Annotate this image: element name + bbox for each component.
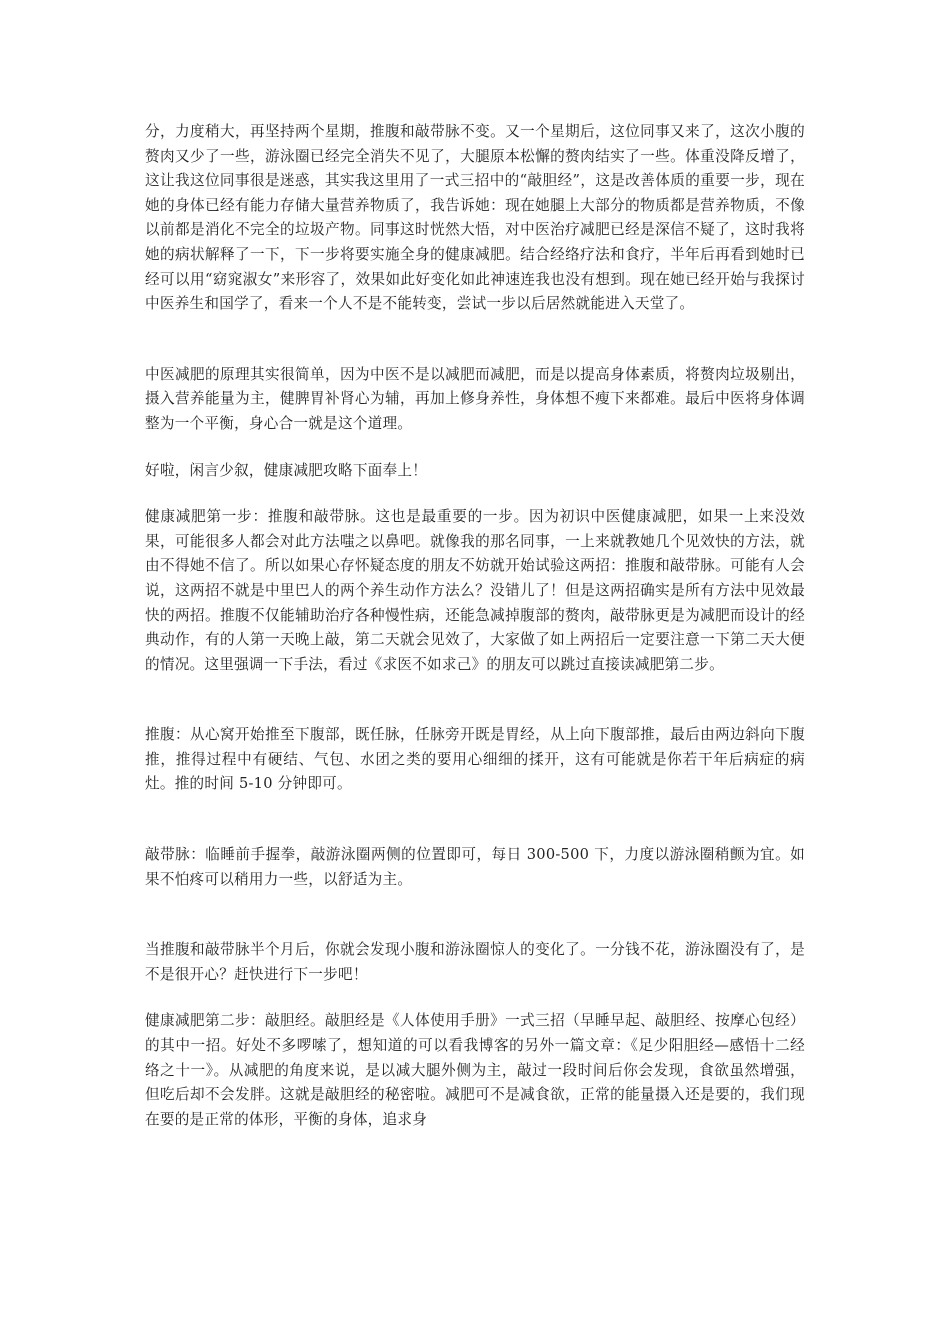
spacer [145, 317, 805, 363]
paragraph-step-two: 健康减肥第二步：敲胆经。敲胆经是《人体使用手册》一式三招（早睡早起、敲胆经、按摩心包经）的其中一招。好处不多啰嗦了，想知道的可以看我博客的另外一篇文章：《足少阳胆经—感悟十二经络之十一》。从减肥的角度来说，是以减大腿外侧为主，敲过一段时间后你会发现，食欲虽然增强，但吃后却不会发胖。这就是敲胆经的秘密啦。减肥可不是减食欲，正常的能量摄入还是要的，我们现在要的是正常的体形，平衡的身体，追求身 [145, 1012, 805, 1128]
paragraph-principle: 中医减肥的原理其实很简单，因为中医不是以减肥而减肥，而是以提高身体素质，将赘肉垃圾剔出，摄入营养能量为主，健脾胃补肾心为辅，再加上修身养性，身体想不瘦下来都难。最后中医将身体调整为一个平衡，身心合一就是这个道理。 [145, 365, 805, 432]
paragraph-step-one: 健康减肥第一步：推腹和敲带脉。这也是最重要的一步。因为初识中医健康减肥，如果一上来没效果，可能很多人都会对此方法嗤之以鼻吧。就像我的那名同事，一上来就教她几个见效快的方法，就由不得她不信了。所以如果心存怀疑态度的朋友不妨就开始试验这两招：推腹和敲带脉。可能有人会说，这两招不就是中里巴人的两个养生动作方法么？没错儿了！但是这两招确实是所有方法中见效最快的两招。推腹不仅能辅助治疗各种慢性病，还能急减掉腹部的赘肉，敲带脉更是为减肥而设计的经典动作，有的人第一天晚上敲，第二天就会见效了，大家做了如上两招后一定要注意一下第二天大便的情况。这里强调一下手法，看过《求医不如求己》的朋友可以跳过直接读减肥第二步。 [145, 508, 805, 673]
paragraph-tap-belt-meridian: 敲带脉：临睡前手握拳，敲游泳圈两侧的位置即可，每日 300-500 下，力度以游泳圈稍颤为宜。如果不怕疼可以稍用力一些，以舒适为主。 [145, 846, 805, 888]
spacer [145, 437, 805, 459]
spacer [145, 892, 805, 938]
paragraph-intro: 好啦，闲言少叙，健康减肥攻略下面奉上！ [145, 461, 428, 479]
paragraph-half-month-result: 当推腹和敲带脉半个月后，你就会发现小腹和游泳圈惊人的变化了。一分钱不花，游泳圈没有了，是不是很开心？赶快进行下一步吧！ [145, 941, 805, 983]
spacer [145, 987, 805, 1009]
paragraph-push-abdomen: 推腹：从心窝开始推至下腹部，既任脉，任脉旁开既是胃经，从上向下腹部推，最后由两边斜向下腹推，推得过程中有硬结、气包、水团之类的要用心细细的揉开，这有可能就是你若干年后病症的病灶。推的时间 5-10 分钟即可。 [145, 726, 805, 793]
spacer [145, 483, 805, 505]
paragraph-story-end: 分，力度稍大，再坚持两个星期，推腹和敲带脉不变。又一个星期后，这位同事又来了，这次小腹的赘肉又少了一些，游泳圈已经完全消失不见了，大腿原本松懈的赘肉结实了一些。体重没降反增了，这让我这位同事很是迷惑，其实我这里用了一式三招中的“敲胆经”，这是改善体质的重要一步，现在她的身体已经有能力存储大量营养物质了，我告诉她：现在她腿上大部分的物质都是营养物质，不像以前都是消化不完全的垃圾产物。同事这时恍然大悟，对中医治疗减肥已经是深信不疑了，这时我将她的病状解释了一下，下一步将要实施全身的健康减肥。结合经络疗法和食疗，半年后再看到她时已经可以用“窈窕淑女”来形容了，效果如此好变化如此神速连我也没有想到。现在她已经开始与我探讨中医养生和国学了，看来一个人不是不能转变，尝试一步以后居然就能进入天堂了。 [145, 123, 805, 313]
spacer [145, 797, 805, 843]
document-body [145, 120, 805, 1132]
spacer [145, 677, 805, 723]
